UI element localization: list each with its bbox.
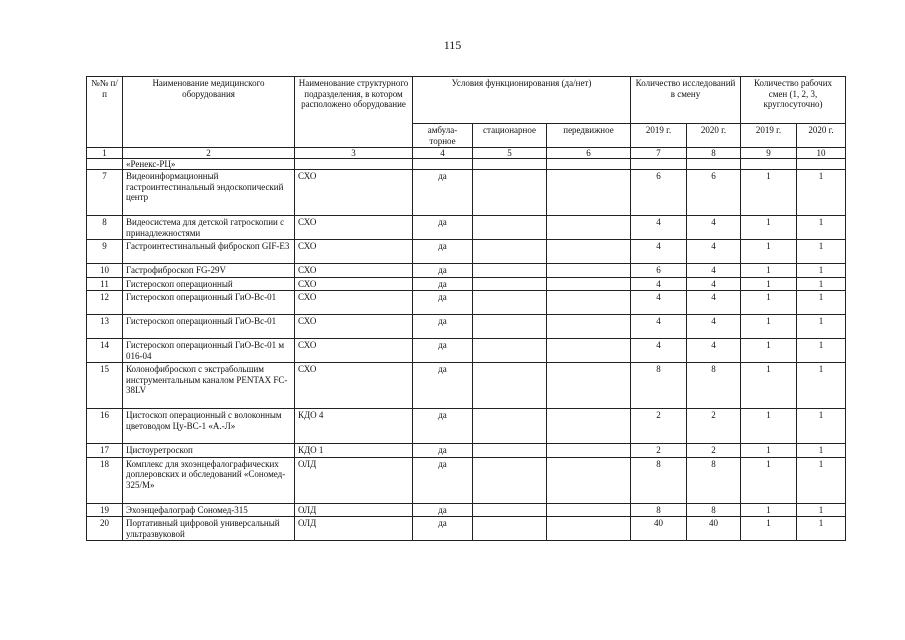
row-number: 9 <box>87 240 123 264</box>
header-ambulatory: амбула-торное <box>413 124 473 148</box>
shifts-2019: 1 <box>741 277 797 291</box>
row-number: 17 <box>87 444 123 458</box>
row-number: 8 <box>87 216 123 240</box>
column-number: 7 <box>631 148 687 159</box>
research-2020: 4 <box>687 277 741 291</box>
table-row <box>87 363 846 409</box>
research-2019: 8 <box>631 503 687 517</box>
stationary-flag <box>473 291 547 315</box>
stationary-flag <box>473 339 547 363</box>
header-shifts-2019: 2019 г. <box>741 124 797 148</box>
shifts-2020: 1 <box>797 503 846 517</box>
department: СХО <box>295 264 413 278</box>
research-2020: 6 <box>687 170 741 216</box>
empty-cell <box>687 159 741 170</box>
mobile-flag <box>547 240 631 264</box>
stationary-flag <box>473 444 547 458</box>
ambulatory-flag: да <box>413 409 473 444</box>
ambulatory-flag: да <box>413 457 473 503</box>
stationary-flag <box>473 264 547 278</box>
research-2020: 8 <box>687 503 741 517</box>
equipment-name: Цистоуретроскоп <box>123 444 295 458</box>
row-number: 12 <box>87 291 123 315</box>
header-row-main <box>87 77 846 124</box>
mobile-flag <box>547 457 631 503</box>
table-row <box>87 457 846 503</box>
header-number: №№ п/п <box>87 77 123 148</box>
shifts-2019: 1 <box>741 363 797 409</box>
ambulatory-flag: да <box>413 277 473 291</box>
department: СХО <box>295 170 413 216</box>
mobile-flag <box>547 503 631 517</box>
column-number: 5 <box>473 148 547 159</box>
ambulatory-flag: да <box>413 315 473 339</box>
shifts-2019: 1 <box>741 503 797 517</box>
equipment-name: Цистоскоп операционный с волоконным цветоводом Цу-ВС-1 «А.-Л» <box>123 409 295 444</box>
shifts-2020: 1 <box>797 170 846 216</box>
header-mobile: передвижное <box>547 124 631 148</box>
research-2020: 2 <box>687 409 741 444</box>
ambulatory-flag: да <box>413 291 473 315</box>
stationary-flag <box>473 240 547 264</box>
ambulatory-flag: да <box>413 444 473 458</box>
shifts-2020: 1 <box>797 264 846 278</box>
research-2019: 4 <box>631 240 687 264</box>
table-row <box>87 216 846 240</box>
research-2020: 40 <box>687 517 741 541</box>
stationary-flag <box>473 216 547 240</box>
research-2019: 2 <box>631 444 687 458</box>
department: СХО <box>295 240 413 264</box>
row-number: 15 <box>87 363 123 409</box>
equipment-name: Комплекс для эхоэнцефалографических доплеровских и обследований «Сономед- 325/М» <box>123 457 295 503</box>
equipment-name: Портативный цифровой универсальный ультразвуковой <box>123 517 295 541</box>
equipment-name: Гастроинтестинальный фиброскоп GIF-E3 <box>123 240 295 264</box>
department: ОЛД <box>295 503 413 517</box>
research-2020: 8 <box>687 457 741 503</box>
department: СХО <box>295 363 413 409</box>
column-number-row <box>87 148 846 159</box>
table-row <box>87 517 846 541</box>
department: СХО <box>295 339 413 363</box>
empty-cell <box>295 159 413 170</box>
mobile-flag <box>547 170 631 216</box>
row-number: 14 <box>87 339 123 363</box>
research-2020: 4 <box>687 291 741 315</box>
column-number: 3 <box>295 148 413 159</box>
department: КДО 1 <box>295 444 413 458</box>
research-2020: 4 <box>687 264 741 278</box>
row-number: 16 <box>87 409 123 444</box>
equipment-name: Эхоэнцефалограф Сономед-315 <box>123 503 295 517</box>
shifts-2020: 1 <box>797 240 846 264</box>
table-row <box>87 339 846 363</box>
header-shifts-2020: 2020 г. <box>797 124 846 148</box>
table-row <box>87 444 846 458</box>
shifts-2019: 1 <box>741 457 797 503</box>
row-number: 10 <box>87 264 123 278</box>
stationary-flag <box>473 277 547 291</box>
research-2019: 40 <box>631 517 687 541</box>
equipment-table <box>86 76 846 541</box>
empty-cell <box>631 159 687 170</box>
shifts-2019: 1 <box>741 339 797 363</box>
empty-cell <box>797 159 846 170</box>
department: КДО 4 <box>295 409 413 444</box>
table-row <box>87 291 846 315</box>
mobile-flag <box>547 277 631 291</box>
column-number: 2 <box>123 148 295 159</box>
header-research-count: Количество исследований в смену <box>631 77 741 124</box>
ambulatory-flag: да <box>413 240 473 264</box>
shifts-2019: 1 <box>741 409 797 444</box>
research-2020: 4 <box>687 216 741 240</box>
equipment-name: Видеосистема для детской гатроскопии с принадлежностями <box>123 216 295 240</box>
mobile-flag <box>547 315 631 339</box>
research-2020: 8 <box>687 363 741 409</box>
row-number: 13 <box>87 315 123 339</box>
shifts-2019: 1 <box>741 240 797 264</box>
research-2020: 4 <box>687 339 741 363</box>
empty-cell <box>547 159 631 170</box>
shifts-2020: 1 <box>797 291 846 315</box>
header-research-2019: 2019 г. <box>631 124 687 148</box>
continuation-row <box>87 159 846 170</box>
shifts-2019: 1 <box>741 315 797 339</box>
stationary-flag <box>473 517 547 541</box>
empty-cell <box>741 159 797 170</box>
row-number: 18 <box>87 457 123 503</box>
research-2019: 4 <box>631 339 687 363</box>
column-number: 4 <box>413 148 473 159</box>
shifts-2019: 1 <box>741 216 797 240</box>
header-research-2020: 2020 г. <box>687 124 741 148</box>
shifts-2020: 1 <box>797 457 846 503</box>
mobile-flag <box>547 339 631 363</box>
shifts-2020: 1 <box>797 409 846 444</box>
ambulatory-flag: да <box>413 264 473 278</box>
department: СХО <box>295 216 413 240</box>
shifts-2020: 1 <box>797 363 846 409</box>
research-2019: 2 <box>631 409 687 444</box>
shifts-2020: 1 <box>797 444 846 458</box>
research-2019: 4 <box>631 291 687 315</box>
shifts-2020: 1 <box>797 216 846 240</box>
stationary-flag <box>473 457 547 503</box>
department: СХО <box>295 277 413 291</box>
row-number: 11 <box>87 277 123 291</box>
equipment-name: Колонофиброскоп с экстрабольшим инструментальным каналом PENTAX FC-38LV <box>123 363 295 409</box>
research-2019: 8 <box>631 457 687 503</box>
table-row <box>87 277 846 291</box>
header-department: Наименование структурного подразделения, в котором расположено оборудование <box>295 77 413 148</box>
stationary-flag <box>473 315 547 339</box>
equipment-name: Гистероскоп операционный ГиО-Вс-01 м 016-04 <box>123 339 295 363</box>
row-number: 7 <box>87 170 123 216</box>
research-2019: 4 <box>631 277 687 291</box>
research-2019: 6 <box>631 170 687 216</box>
equipment-name: Гистероскоп операционный ГиО-Вс-01 <box>123 315 295 339</box>
ambulatory-flag: да <box>413 216 473 240</box>
stationary-flag <box>473 409 547 444</box>
column-number: 1 <box>87 148 123 159</box>
header-shift-count: Количество рабочих смен (1, 2, 3, круглосуточно) <box>741 77 846 124</box>
stationary-flag <box>473 503 547 517</box>
ambulatory-flag: да <box>413 517 473 541</box>
equipment-name: Гастрофиброскоп FG-29V <box>123 264 295 278</box>
ambulatory-flag: да <box>413 170 473 216</box>
shifts-2019: 1 <box>741 444 797 458</box>
continuation-text: «Ренекс-РЦ» <box>123 159 295 170</box>
research-2019: 4 <box>631 216 687 240</box>
research-2019: 8 <box>631 363 687 409</box>
equipment-name: Гистероскоп операционный ГиО-Вс-01 <box>123 291 295 315</box>
shifts-2019: 1 <box>741 264 797 278</box>
shifts-2019: 1 <box>741 517 797 541</box>
column-number: 9 <box>741 148 797 159</box>
table-row <box>87 503 846 517</box>
equipment-name: Видеоинформационный гастроинтестинальный эндоскопический центр <box>123 170 295 216</box>
department: СХО <box>295 291 413 315</box>
research-2020: 4 <box>687 240 741 264</box>
continuation-num-cell <box>87 159 123 170</box>
header-stationary: стационарное <box>473 124 547 148</box>
mobile-flag <box>547 444 631 458</box>
table-row <box>87 170 846 216</box>
shifts-2020: 1 <box>797 277 846 291</box>
column-number: 10 <box>797 148 846 159</box>
ambulatory-flag: да <box>413 503 473 517</box>
equipment-name: Гистероскоп операционный <box>123 277 295 291</box>
stationary-flag <box>473 170 547 216</box>
research-2019: 4 <box>631 315 687 339</box>
shifts-2020: 1 <box>797 315 846 339</box>
stationary-flag <box>473 363 547 409</box>
shifts-2020: 1 <box>797 339 846 363</box>
column-number: 8 <box>687 148 741 159</box>
shifts-2020: 1 <box>797 517 846 541</box>
research-2019: 6 <box>631 264 687 278</box>
shifts-2019: 1 <box>741 170 797 216</box>
empty-cell <box>413 159 473 170</box>
mobile-flag <box>547 264 631 278</box>
mobile-flag <box>547 363 631 409</box>
column-number: 6 <box>547 148 631 159</box>
ambulatory-flag: да <box>413 339 473 363</box>
department: СХО <box>295 315 413 339</box>
mobile-flag <box>547 291 631 315</box>
mobile-flag <box>547 517 631 541</box>
research-2020: 2 <box>687 444 741 458</box>
shifts-2019: 1 <box>741 291 797 315</box>
empty-cell <box>473 159 547 170</box>
table-row <box>87 315 846 339</box>
row-number: 19 <box>87 503 123 517</box>
header-equipment-name: Наименование медицинского оборудования <box>123 77 295 148</box>
research-2020: 4 <box>687 315 741 339</box>
header-conditions: Условия функционирования (да/нет) <box>413 77 631 124</box>
ambulatory-flag: да <box>413 363 473 409</box>
table-row <box>87 240 846 264</box>
page-number: 115 <box>443 38 462 52</box>
row-number: 20 <box>87 517 123 541</box>
table-row <box>87 264 846 278</box>
department: ОЛД <box>295 517 413 541</box>
mobile-flag <box>547 216 631 240</box>
mobile-flag <box>547 409 631 444</box>
table-row <box>87 409 846 444</box>
department: ОЛД <box>295 457 413 503</box>
